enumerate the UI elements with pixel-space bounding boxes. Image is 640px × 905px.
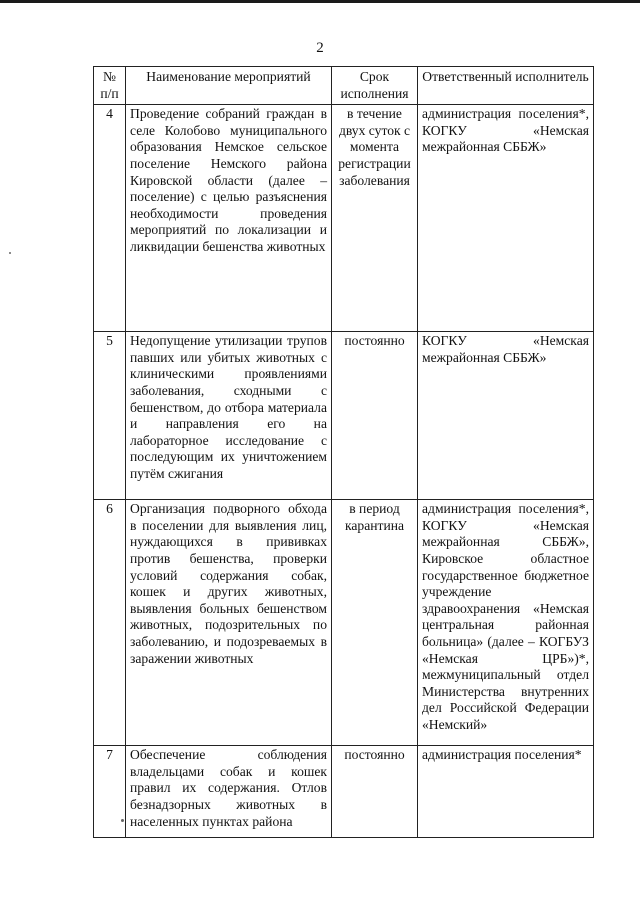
measure-term: постоянно	[332, 332, 418, 500]
scan-speck	[9, 252, 11, 254]
measure-name: Проведение собраний граждан в селе Колобово муниципального образования Немское сельское поселение Немского района Кировской области (далее – поселение) с целью разъяснения необходимости проведения мероприятий по локализации и ликвидации бешенства животных	[126, 105, 332, 332]
measure-name: Обеспечение соблюдения владельцами собак и кошек правил их содержания. Отлов безнадзорных животных в населенных пунктах района	[126, 746, 332, 838]
table-row	[94, 746, 594, 838]
measure-term: в период карантина	[332, 500, 418, 746]
measure-term: постоянно	[332, 746, 418, 838]
measure-name: Недопущение утилизации трупов павших или убитых животных с клиническими проявлениями заболевания, сходными с бешенством, до отбора материала и направления его на лабораторное исследование с последующим их уничтожением путём сжигания	[126, 332, 332, 500]
measure-name: Организация подворного обхода в поселении для выявления лиц, нуждающихся в прививках против бешенства, проверки условий содержания собак, кошек и других животных, выявления больных бешенством животных, подозрительных по заболеванию, и подозреваемых в заражении животных	[126, 500, 332, 746]
measures-table	[93, 66, 594, 838]
row-number: 5	[94, 332, 126, 500]
header-name: Наименование мероприятий	[126, 67, 332, 105]
row-number: 4	[94, 105, 126, 332]
table-row	[94, 105, 594, 332]
row-number: 7	[94, 746, 126, 838]
table-row	[94, 500, 594, 746]
header-number: № п/п	[94, 67, 126, 105]
measure-responsible: администрация поселения*	[418, 746, 594, 838]
table-header-row	[94, 67, 594, 105]
measure-term: в течение двух суток с момента регистрации заболевания	[332, 105, 418, 332]
measure-responsible: КОГКУ «Немская межрайонная СББЖ»	[418, 332, 594, 500]
measure-responsible: администрация поселения*, КОГКУ «Немская межрайонная СББЖ»	[418, 105, 594, 332]
header-term: Срок исполнения	[332, 67, 418, 105]
scan-top-edge	[0, 0, 640, 3]
table-row	[94, 332, 594, 500]
measure-responsible: администрация поселения*, КОГКУ «Немская межрайонная СББЖ», Кировское областное государственное бюджетное учреждение здравоохранения «Немская центральная районная больница» (далее – КОГБУЗ «Немская ЦРБ»)*, межмуниципальный отдел Министерства внутренних дел Российской Федерации «Немский»	[418, 500, 594, 746]
row-number: 6	[94, 500, 126, 746]
header-responsible: Ответственный исполнитель	[418, 67, 594, 105]
page-number: 2	[316, 40, 324, 56]
